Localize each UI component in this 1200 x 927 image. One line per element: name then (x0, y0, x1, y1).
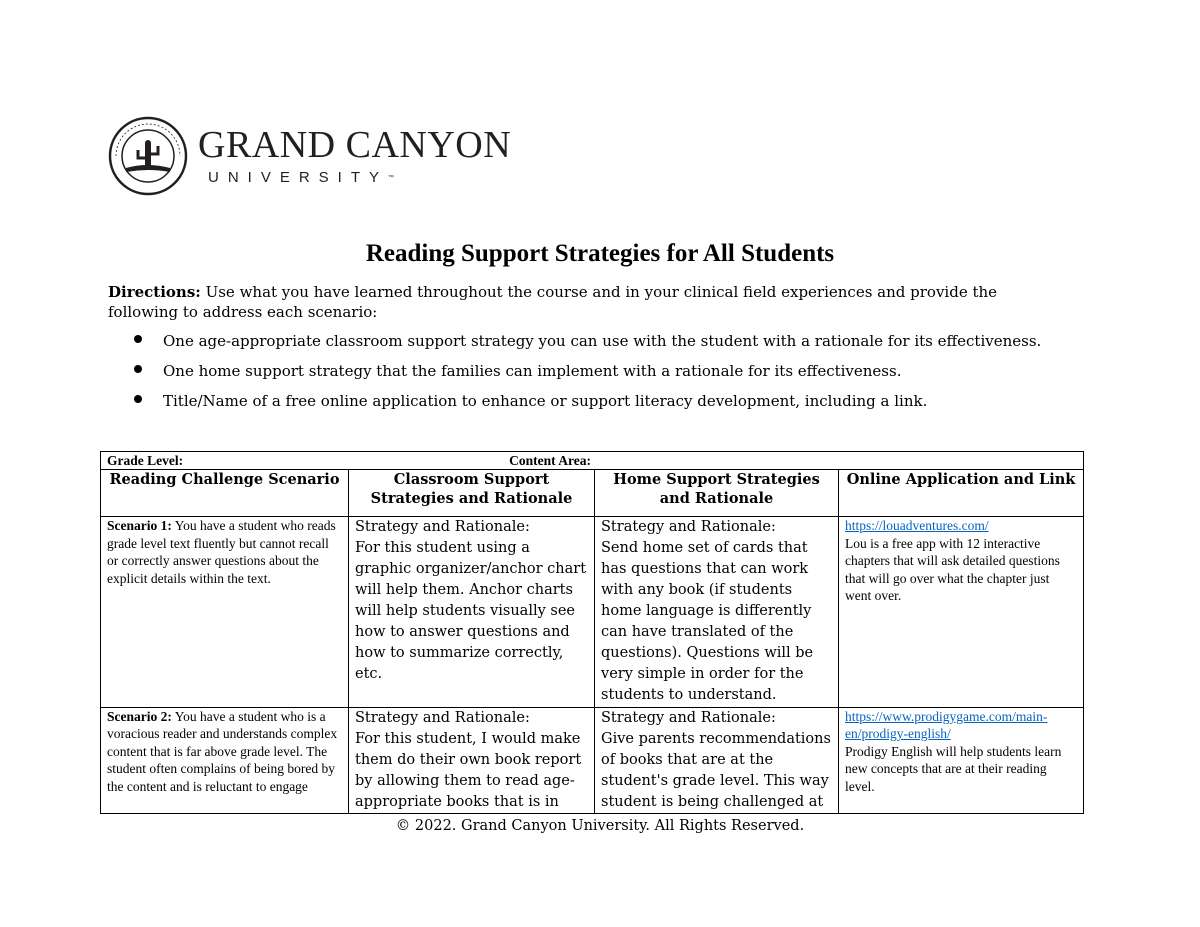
column-header: Home Support Strategies and Rationale (595, 470, 839, 517)
logo-wordmark-top: GRAND CANYON (198, 124, 512, 166)
table-header-row (101, 470, 1084, 517)
list-item: One age-appropriate classroom support strategy you can use with the student with a rationale for its effectiveness. (108, 331, 1108, 361)
list-item: One home support strategy that the families can implement with a rationale for its effectiveness. (108, 361, 1108, 391)
classroom-strategy-cell[interactable]: Strategy and Rationale: For this student, I would make them do their own book report by allowing them to read age-appropriate books that is in (349, 707, 595, 813)
content-area-label: Content Area: (509, 453, 591, 468)
university-logo (108, 116, 511, 196)
column-header: Reading Challenge Scenario (101, 470, 349, 517)
online-app-cell: https://www.prodigygame.com/main-en/prodigy-english/ Prodigy English will help students learn new concepts that are at their reading level. (839, 707, 1084, 813)
university-seal-icon (108, 116, 188, 196)
table-meta-row (101, 452, 1084, 470)
list-item: Title/Name of a free online application to enhance or support literacy development, including a link. (108, 391, 1108, 421)
bullet-icon (134, 365, 142, 373)
directions-text: Use what you have learned throughout the course and in your clinical field experiences and provide the following to address each scenario: (108, 283, 998, 321)
scenario-cell: Scenario 1: You have a student who reads grade level text fluently but cannot recall or correctly answer questions about the explicit details within the text. (101, 517, 349, 708)
bullet-icon (134, 335, 142, 343)
home-strategy-cell[interactable]: Strategy and Rationale: Send home set of cards that has questions that can work with any book (if students home language is differently can have translated of the questions). Questions will be very simple in order for the students to understand. (595, 517, 839, 708)
column-header: Classroom Support Strategies and Rationale (349, 470, 595, 517)
directions-paragraph (108, 282, 1068, 322)
directions-label: Directions: (108, 283, 201, 301)
bullet-icon (134, 395, 142, 403)
strategies-table (100, 451, 1084, 814)
table-row (101, 707, 1084, 813)
scenario-cell: Scenario 2: You have a student who is a voracious reader and understands complex content that is far above grade level. The student often complains of being bored by the content and is reluctant to engage (101, 707, 349, 813)
column-header: Online Application and Link (839, 470, 1084, 517)
table-row (101, 517, 1084, 708)
grade-level-label: Grade Level: (107, 453, 184, 468)
classroom-strategy-cell[interactable]: Strategy and Rationale: For this student using a graphic organizer/anchor chart will help them. Anchor charts will help students visually see how to answer questions and how to summarize correctly, etc. (349, 517, 595, 708)
requirements-list (108, 331, 1108, 421)
logo-wordmark-bottom: UNIVERSITY™ (208, 169, 395, 186)
online-app-cell: https://louadventures.com/ Lou is a free app with 12 interactive chapters that will ask detailed questions that will go over what the chapter just went over. (839, 517, 1084, 708)
app-link[interactable]: https://www.prodigygame.com/main-en/prodigy-english/ (845, 708, 1048, 742)
page-title: Reading Support Strategies for All Students (365, 240, 835, 267)
home-strategy-cell[interactable]: Strategy and Rationale: Give parents recommendations of books that are at the student's grade level. This way student is being challenged at (595, 707, 839, 813)
copyright-footer: © 2022. Grand Canyon University. All Rights Reserved. (395, 818, 805, 834)
app-link[interactable]: https://louadventures.com/ (845, 518, 989, 534)
